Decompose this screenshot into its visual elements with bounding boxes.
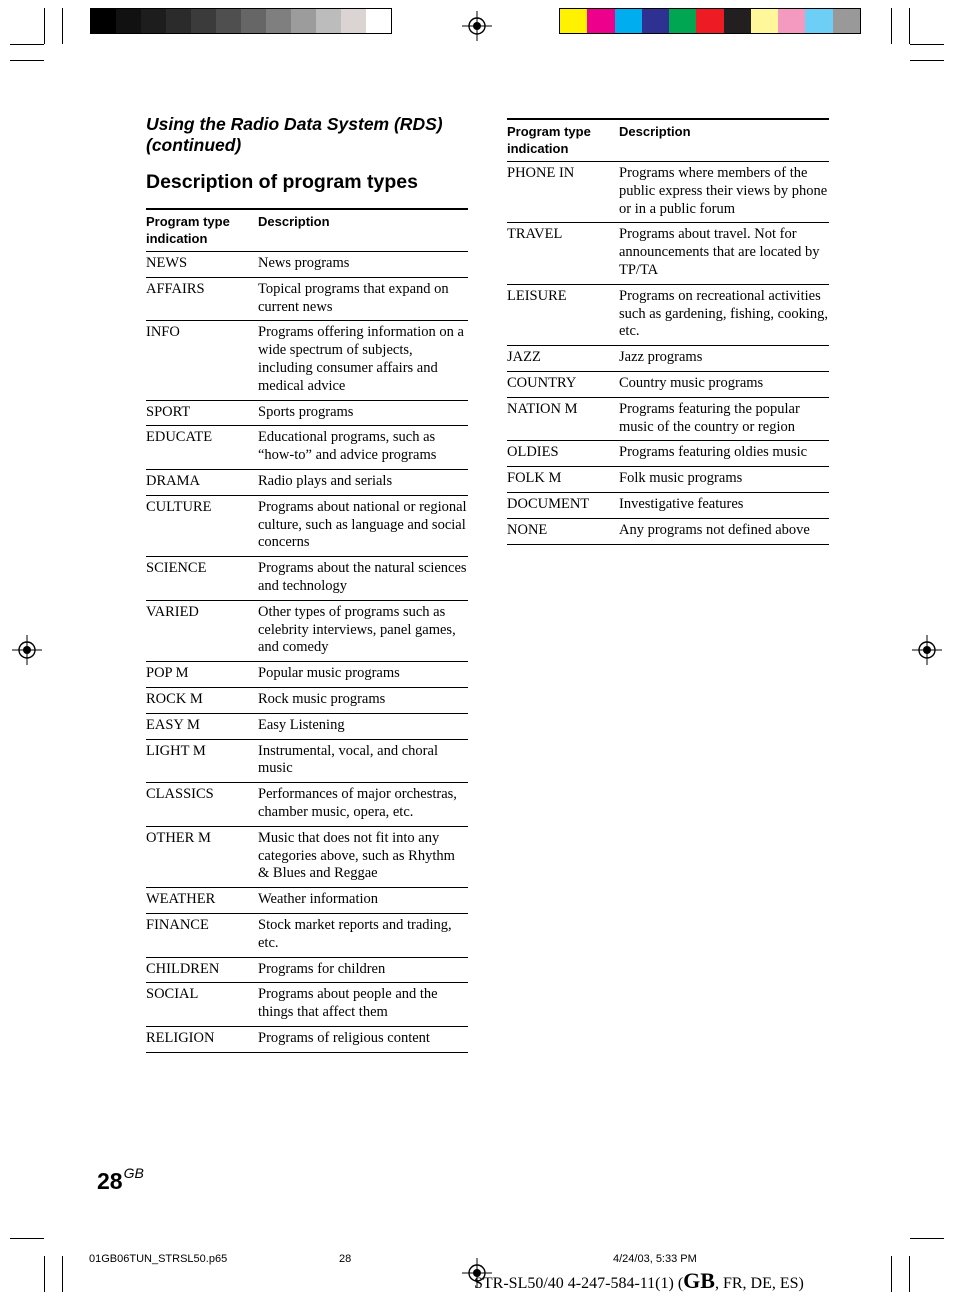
calibration-swatch: [216, 9, 241, 33]
program-type-cell: SCIENCE: [146, 557, 258, 601]
table-row: [146, 277, 468, 321]
program-type-cell: FINANCE: [146, 913, 258, 957]
table-row: [146, 252, 468, 278]
program-type-cell: ROCK M: [146, 687, 258, 713]
description-cell: Programs on recreational activities such as gardening, fishing, cooking, etc.: [619, 284, 829, 345]
column-header-line: Program type: [507, 124, 591, 139]
program-type-cell: AFFAIRS: [146, 277, 258, 321]
program-type-cell: OLDIES: [507, 441, 619, 467]
gray-calibration-bar: [90, 8, 392, 34]
description-cell: Stock market reports and trading, etc.: [258, 913, 468, 957]
column-header-line: indication: [146, 231, 208, 246]
description-cell: Any programs not defined above: [619, 518, 829, 544]
program-type-cell: CHILDREN: [146, 957, 258, 983]
program-type-cell: LIGHT M: [146, 739, 258, 783]
calibration-swatch: [266, 9, 291, 33]
model-suffix: , FR, DE, ES): [714, 1275, 804, 1292]
crop-mark: [44, 8, 45, 44]
calibration-swatch: [587, 9, 614, 33]
table-row: [146, 983, 468, 1027]
program-type-cell: SPORT: [146, 400, 258, 426]
page-title: Description of program types: [146, 171, 418, 193]
description-cell: Popular music programs: [258, 662, 468, 688]
description-cell: Sports programs: [258, 400, 468, 426]
description-cell: Instrumental, vocal, and choral music: [258, 739, 468, 783]
table-row: [146, 495, 468, 556]
crop-mark: [910, 1238, 944, 1239]
table-row: [507, 346, 829, 372]
description-cell: Topical programs that expand on current news: [258, 277, 468, 321]
table-row: [507, 371, 829, 397]
program-type-cell: NATION M: [507, 397, 619, 441]
description-cell: Programs where members of the public express their views by phone or in a public forum: [619, 162, 829, 223]
description-cell: Programs offering information on a wide spectrum of subjects, including consumer affairs and medical advice: [258, 321, 468, 400]
table-row: [507, 397, 829, 441]
description-cell: Rock music programs: [258, 687, 468, 713]
column-header-program-type: [507, 119, 619, 162]
table-row: [146, 426, 468, 470]
table-row: [146, 913, 468, 957]
description-cell: Programs featuring oldies music: [619, 441, 829, 467]
footer-model-line: [474, 1268, 804, 1294]
description-cell: Folk music programs: [619, 467, 829, 493]
description-cell: Programs featuring the popular music of the country or region: [619, 397, 829, 441]
program-type-cell: NONE: [507, 518, 619, 544]
program-type-cell: LEISURE: [507, 284, 619, 345]
program-type-cell: RELIGION: [146, 1026, 258, 1052]
registration-mark-icon: [12, 635, 42, 665]
calibration-swatch: [615, 9, 642, 33]
description-cell: Investigative features: [619, 492, 829, 518]
program-type-cell: POP M: [146, 662, 258, 688]
registration-mark-icon: [912, 635, 942, 665]
calibration-swatch: [341, 9, 366, 33]
table-row: [146, 713, 468, 739]
program-type-cell: EDUCATE: [146, 426, 258, 470]
calibration-swatch: [366, 9, 391, 33]
program-type-cell: CULTURE: [146, 495, 258, 556]
crop-mark: [44, 1256, 45, 1292]
table-row: [146, 957, 468, 983]
footer-timestamp: 4/24/03, 5:33 PM: [613, 1253, 697, 1265]
description-cell: Programs about people and the things that affect them: [258, 983, 468, 1027]
description-cell: Music that does not fit into any categories above, such as Rhythm & Blues and Reggae: [258, 826, 468, 887]
description-cell: Weather information: [258, 888, 468, 914]
description-cell: Programs of religious content: [258, 1026, 468, 1052]
crop-mark: [891, 1256, 892, 1292]
color-calibration-bar: [559, 8, 861, 34]
crop-mark: [62, 1256, 63, 1292]
description-cell: Programs about travel. Not for announcements that are located by TP/TA: [619, 223, 829, 284]
description-cell: Performances of major orchestras, chamber music, opera, etc.: [258, 783, 468, 827]
description-cell: News programs: [258, 252, 468, 278]
column-header-program-type: [146, 209, 258, 252]
page-number-suffix: GB: [123, 1165, 144, 1181]
calibration-swatch: [241, 9, 266, 33]
calibration-swatch: [642, 9, 669, 33]
model-region-gb: GB: [683, 1268, 715, 1293]
calibration-swatch: [724, 9, 751, 33]
section-subtitle-line2: (continued): [146, 135, 242, 155]
table-row: [146, 826, 468, 887]
column-header-description: Description: [258, 209, 468, 252]
description-cell: Educational programs, such as “how-to” and advice programs: [258, 426, 468, 470]
crop-mark: [10, 60, 44, 61]
section-subtitle: [146, 114, 443, 156]
program-type-table-right: [507, 118, 829, 545]
column-header-description: Description: [619, 119, 829, 162]
table-row: [507, 223, 829, 284]
description-cell: Other types of programs such as celebrity interviews, panel games, and comedy: [258, 600, 468, 661]
program-type-cell: PHONE IN: [507, 162, 619, 223]
table-row: [507, 162, 829, 223]
program-type-cell: NEWS: [146, 252, 258, 278]
program-type-cell: VARIED: [146, 600, 258, 661]
description-cell: Programs about the natural sciences and technology: [258, 557, 468, 601]
footer-filename: 01GB06TUN_STRSL50.p65: [89, 1253, 228, 1265]
calibration-swatch: [778, 9, 805, 33]
calibration-swatch: [751, 9, 778, 33]
column-header-line: indication: [507, 141, 569, 156]
table-row: [507, 467, 829, 493]
description-cell: Country music programs: [619, 371, 829, 397]
registration-mark-icon: [462, 11, 492, 41]
calibration-swatch: [116, 9, 141, 33]
program-type-table-left: [146, 208, 468, 1053]
crop-mark: [910, 44, 944, 45]
table-row: [507, 492, 829, 518]
table-row: [146, 687, 468, 713]
program-type-cell: CLASSICS: [146, 783, 258, 827]
table-row: [146, 400, 468, 426]
program-type-cell: COUNTRY: [507, 371, 619, 397]
page-number: [97, 1165, 144, 1195]
program-type-cell: WEATHER: [146, 888, 258, 914]
program-type-cell: TRAVEL: [507, 223, 619, 284]
calibration-swatch: [696, 9, 723, 33]
description-cell: Radio plays and serials: [258, 469, 468, 495]
table-row: [507, 441, 829, 467]
crop-mark: [10, 44, 44, 45]
table-row: [507, 284, 829, 345]
program-type-cell: JAZZ: [507, 346, 619, 372]
program-type-cell: SOCIAL: [146, 983, 258, 1027]
calibration-swatch: [91, 9, 116, 33]
table-row: [146, 739, 468, 783]
program-type-cell: DRAMA: [146, 469, 258, 495]
crop-mark: [891, 8, 892, 44]
page-number-value: 28: [97, 1168, 123, 1194]
description-cell: Easy Listening: [258, 713, 468, 739]
calibration-swatch: [191, 9, 216, 33]
table-row: [146, 1026, 468, 1052]
calibration-swatch: [141, 9, 166, 33]
table-header-row: [507, 119, 829, 162]
calibration-swatch: [166, 9, 191, 33]
program-type-cell: OTHER M: [146, 826, 258, 887]
table-row: [146, 321, 468, 400]
crop-mark: [909, 8, 910, 44]
calibration-swatch: [291, 9, 316, 33]
calibration-swatch: [833, 9, 860, 33]
footer-page: 28: [339, 1253, 352, 1265]
table-row: [146, 888, 468, 914]
description-cell: Programs about national or regional culture, such as language and social concerns: [258, 495, 468, 556]
program-type-cell: EASY M: [146, 713, 258, 739]
table-header-row: [146, 209, 468, 252]
program-type-cell: DOCUMENT: [507, 492, 619, 518]
program-type-cell: INFO: [146, 321, 258, 400]
table-row: [146, 600, 468, 661]
table-row: [146, 557, 468, 601]
column-header-line: Program type: [146, 214, 230, 229]
table-row: [507, 518, 829, 544]
model-prefix: STR-SL50/40 4-247-584-11(1) (: [474, 1275, 684, 1292]
section-subtitle-line1: Using the Radio Data System (RDS): [146, 114, 443, 134]
crop-mark: [62, 8, 63, 44]
table-row: [146, 783, 468, 827]
crop-mark: [910, 60, 944, 61]
crop-mark: [909, 1256, 910, 1292]
program-type-cell: FOLK M: [507, 467, 619, 493]
calibration-swatch: [316, 9, 341, 33]
calibration-swatch: [805, 9, 832, 33]
description-cell: Programs for children: [258, 957, 468, 983]
description-cell: Jazz programs: [619, 346, 829, 372]
crop-mark: [10, 1238, 44, 1239]
calibration-swatch: [560, 9, 587, 33]
table-row: [146, 469, 468, 495]
table-row: [146, 662, 468, 688]
calibration-swatch: [669, 9, 696, 33]
